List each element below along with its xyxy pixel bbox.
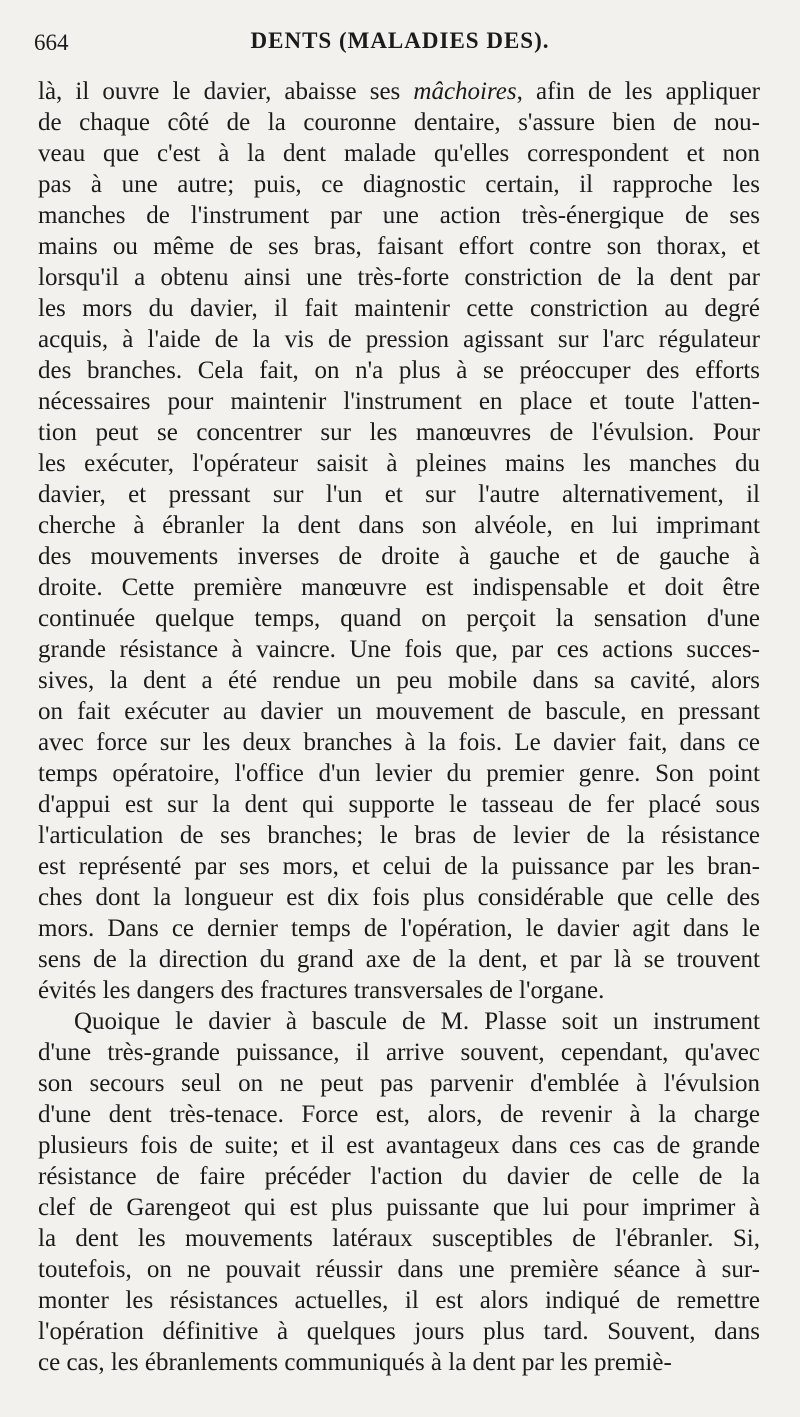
text-line: continuée quelque temps, quand on perçoit la sensation d'une: [38, 605, 760, 632]
text-line: évités les dangers des fractures transversales de l'organe.: [38, 977, 605, 1004]
text-line: d'une très-grande puissance, il arrive souvent, cependant, qu'avec: [38, 1039, 760, 1066]
text-line: droite. Cette première manœuvre est indispensable et doit être: [38, 574, 760, 601]
text-line: mors. Dans ce dernier temps de l'opération, le davier agit dans le: [38, 915, 760, 942]
text-line: résistance de faire précéder l'action du davier de celle de la: [38, 1163, 760, 1190]
text-line: sens de la direction du grand axe de la dent, et par là se trouvent: [38, 946, 760, 973]
text-line: Quoique le davier à bascule de M. Plasse soit un instrument: [74, 1008, 760, 1035]
text-line: des mouvements inverses de droite à gauche et de gauche à: [38, 543, 760, 570]
text-line: d'une dent très-tenace. Force est, alors, de revenir à la charge: [38, 1101, 760, 1128]
text-line: plusieurs fois de suite; et il est avantageux dans ces cas de grande: [38, 1132, 760, 1159]
text-line: est représenté par ses mors, et celui de la puissance par les bran-: [38, 853, 760, 880]
text-line: ce cas, les ébranlements communiqués à la dent par les premiè-: [38, 1349, 672, 1376]
text-line: cherche à ébranler la dent dans son alvéole, en lui imprimant: [38, 512, 760, 539]
text-line: manches de l'instrument par une action très-énergique de ses: [38, 202, 760, 229]
text-line: veau que c'est à la dent malade qu'elles correspondent et non: [38, 140, 760, 167]
text-line: davier, et pressant sur l'un et sur l'autre alternativement, il: [38, 481, 760, 508]
text-line: les mors du davier, il fait maintenir cette constriction au degré: [38, 295, 760, 322]
text-line: lorsqu'il a obtenu ainsi une très-forte constriction de la dent par: [38, 264, 760, 291]
text-line: de chaque côté de la couronne dentaire, s'assure bien de nou-: [38, 109, 760, 136]
text-line: sives, la dent a été rendue un peu mobile dans sa cavité, alors: [38, 667, 760, 694]
text-line: monter les résistances actuelles, il est alors indiqué de remettre: [38, 1287, 760, 1314]
text-line: les exécuter, l'opérateur saisit à pleines mains les manches du: [38, 450, 760, 477]
text-line: des branches. Cela fait, on n'a plus à se préoccuper des efforts: [38, 357, 760, 384]
italic-word: mâchoires: [413, 78, 517, 105]
text-line: on fait exécuter au davier un mouvement de bascule, en pressant: [38, 698, 760, 725]
text-line: ches dont la longueur est dix fois plus considérable que celle des: [38, 884, 760, 911]
page-header: [30, 24, 770, 64]
body-text: [38, 76, 760, 1378]
text-line: tion peut se concentrer sur les manœuvres de l'évulsion. Pour: [38, 419, 760, 446]
text-line: mains ou même de ses bras, faisant effort contre son thorax, et: [38, 233, 760, 260]
text-line: nécessaires pour maintenir l'instrument en place et toute l'atten-: [38, 388, 760, 415]
paragraph: [38, 1006, 760, 1378]
text-line: temps opératoire, l'office d'un levier du premier genre. Son point: [38, 760, 760, 787]
text-line: grande résistance à vaincre. Une fois que, par ces actions succes-: [38, 636, 760, 663]
text-line: clef de Garengeot qui est plus puissante que lui pour imprimer à: [38, 1194, 760, 1221]
text-line: avec force sur les deux branches à la fois. Le davier fait, dans ce: [38, 729, 760, 756]
text-line: acquis, à l'aide de la vis de pression agissant sur l'arc régulateur: [38, 326, 760, 353]
text-line: là, il ouvre le davier, abaisse ses mâchoires, afin de les appliquer: [38, 78, 760, 105]
paragraph: [38, 76, 760, 1006]
text-line: la dent les mouvements latéraux susceptibles de l'ébranler. Si,: [38, 1225, 760, 1252]
text-line: son secours seul on ne peut pas parvenir d'emblée à l'évulsion: [38, 1070, 760, 1097]
running-head: DENTS (MALADIES DES).: [250, 28, 550, 53]
text-line: pas à une autre; puis, ce diagnostic certain, il rapproche les: [38, 171, 760, 198]
text-line: l'opération définitive à quelques jours plus tard. Souvent, dans: [38, 1318, 760, 1345]
text-line: toutefois, on ne pouvait réussir dans une première séance à sur-: [38, 1256, 760, 1283]
text-line: l'articulation de ses branches; le bras de levier de la résistance: [38, 822, 760, 849]
page-number: 664: [34, 30, 69, 55]
text-line: d'appui est sur la dent qui supporte le tasseau de fer placé sous: [38, 791, 760, 818]
